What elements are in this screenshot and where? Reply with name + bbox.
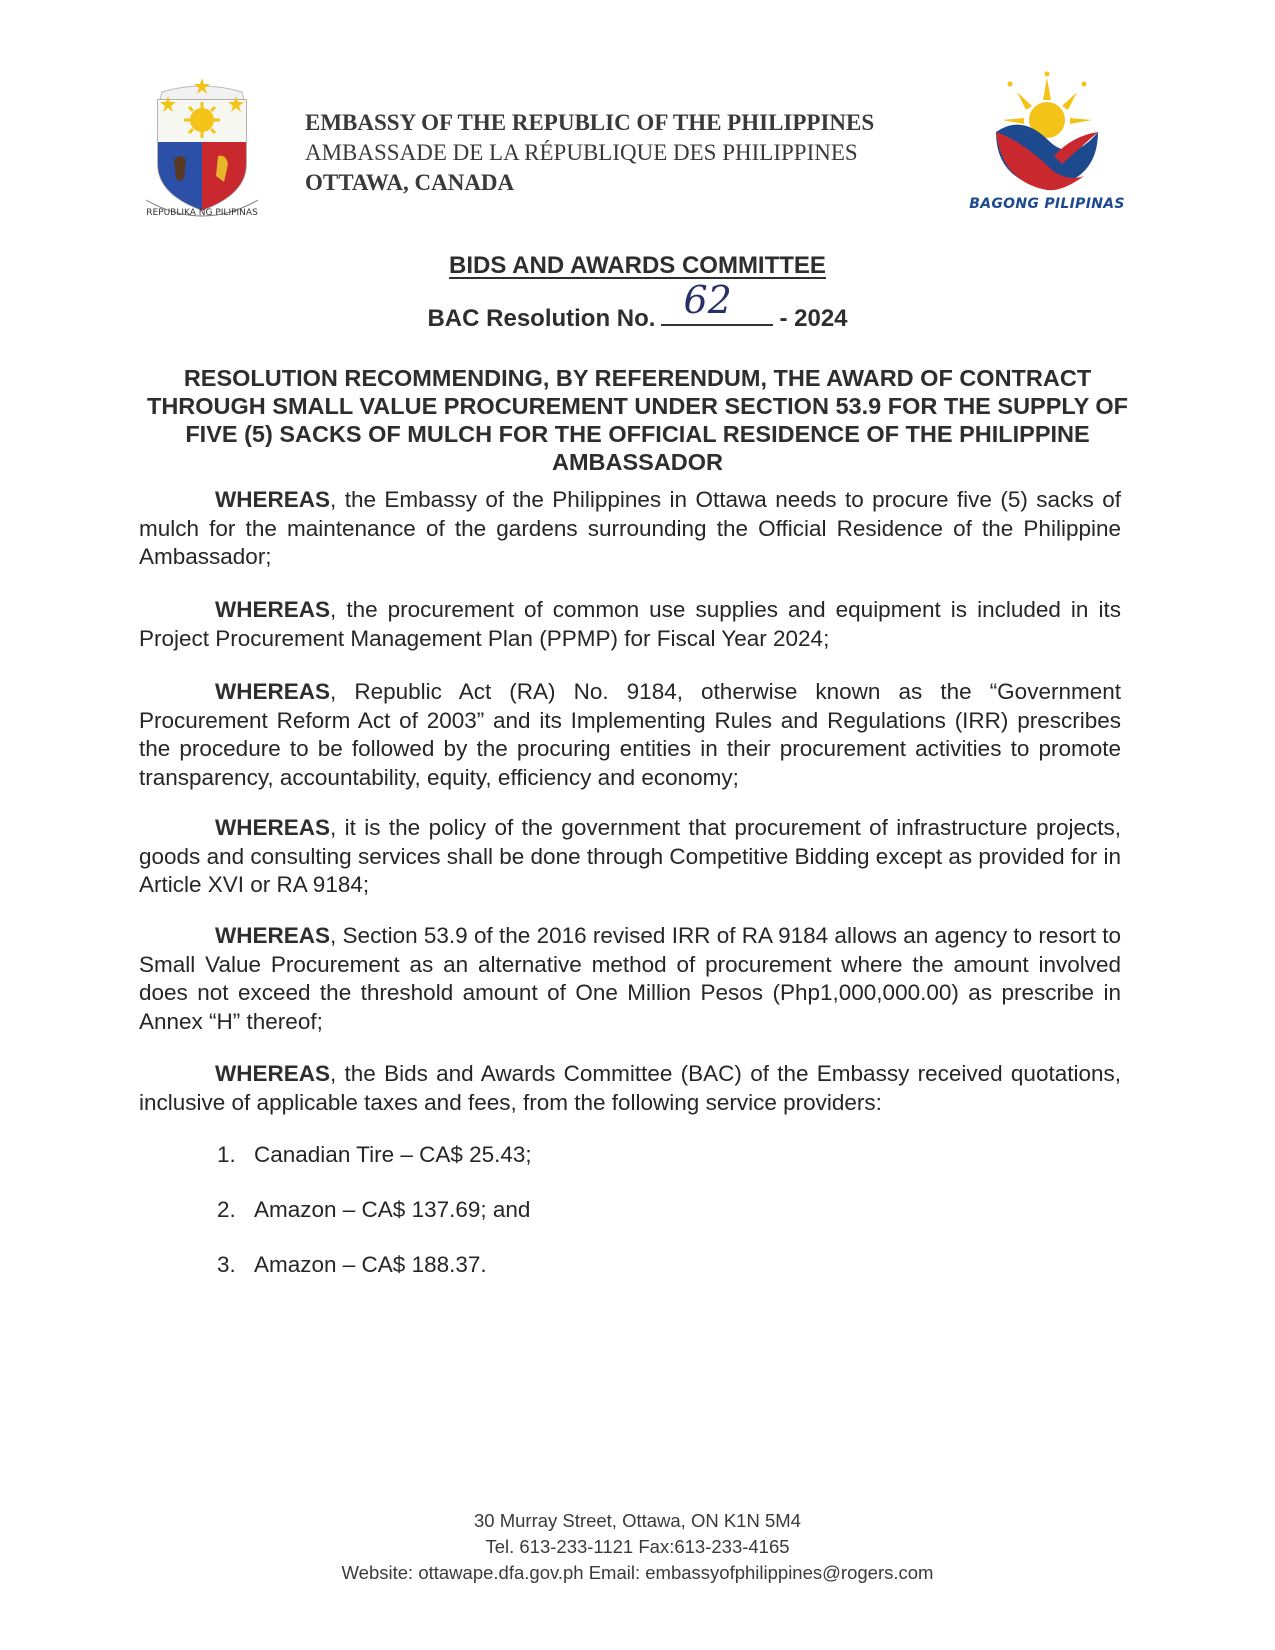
whereas-paragraph: WHEREAS, it is the policy of the government that procurement of infrastructure projects, goods and consulting services shall be done through Competitive Bidding except as provided for in Article XVI or RA 9184; xyxy=(139,815,1121,897)
letterhead-french: AMBASSADE DE LA RÉPUBLIQUE DES PHILIPPINES xyxy=(305,140,858,165)
quotation-item: 2. Amazon – CA$ 137.69; and xyxy=(217,1197,531,1222)
page-footer xyxy=(0,1508,1275,1586)
seal-text: REPUBLIKA NG PILIPINAS xyxy=(146,208,258,218)
committee-title: BIDS AND AWARDS COMMITTEE xyxy=(449,252,826,279)
resolution-number-line xyxy=(0,278,1275,333)
quotation-item: 3. Amazon – CA$ 188.37. xyxy=(217,1252,487,1277)
embassy-letterhead xyxy=(305,108,874,198)
whereas-paragraph: WHEREAS, Republic Act (RA) No. 9184, otherwise known as the “Government Procurement Reform Act of 2003” and its Implementing Rules and Regulations (IRR) prescribes the procedure to be followed by the procuring entities in their procurement activities to promote transparency, accountability, equity, efficiency and economy; xyxy=(139,679,1121,790)
footer-address: 30 Murray Street, Ottawa, ON K1N 5M4 xyxy=(474,1510,801,1531)
resolution-heading: RESOLUTION RECOMMENDING, BY REFERENDUM, THE AWARD OF CONTRACT THROUGH SMALL VALUE PROCUREMENT UNDER SECTION 53.9 FOR THE SUPPLY OF FIVE (5) SACKS OF MULCH FOR THE OFFICIAL RESIDENCE OF THE PHILIPPINE AMBASSADOR xyxy=(146,365,1128,475)
letterhead-english: EMBASSY OF THE REPUBLIC OF THE PHILIPPINES xyxy=(305,110,875,135)
resolution-prefix: BAC Resolution No. xyxy=(427,305,656,332)
bagong-pilipinas-label: BAGONG PILIPINAS xyxy=(969,196,1125,212)
whereas-paragraph: WHEREAS, Section 53.9 of the 2016 revised IRR of RA 9184 allows an agency to resort to Small Value Procurement as an alternative method of procurement where the amount involved does not exceed the threshold amount of One Million Pesos (Php1,000,000.00) as prescribe in Annex “H” thereof; xyxy=(139,923,1121,1034)
footer-phone: Tel. 613-233-1121 Fax:613-233-4165 xyxy=(485,1536,790,1557)
resolution-number-blank xyxy=(661,278,773,326)
resolution-year: - 2024 xyxy=(779,305,848,332)
quotation-item: 1. Canadian Tire – CA$ 25.43; xyxy=(217,1142,532,1167)
letterhead-city: OTTAWA, CANADA xyxy=(305,170,515,195)
whereas-paragraph: WHEREAS, the procurement of common use supplies and equipment is included in its Project Procurement Management Plan (PPMP) for Fiscal Year 2024; xyxy=(139,597,1121,651)
philippine-coat-of-arms-icon xyxy=(132,72,272,222)
handwritten-resolution-number: 62 xyxy=(683,278,732,322)
whereas-paragraph: WHEREAS, the Embassy of the Philippines in Ottawa needs to procure five (5) sacks of mulch for the maintenance of the gardens surrounding the Official Residence of the Philippine Ambassador; xyxy=(139,487,1121,569)
whereas-paragraph: WHEREAS, the Bids and Awards Committee (BAC) of the Embassy received quotations, inclusive of applicable taxes and fees, from the following service providers: xyxy=(139,1061,1121,1115)
footer-web-email: Website: ottawape.dfa.gov.ph Email: embassyofphilippines@rogers.com xyxy=(341,1562,934,1583)
